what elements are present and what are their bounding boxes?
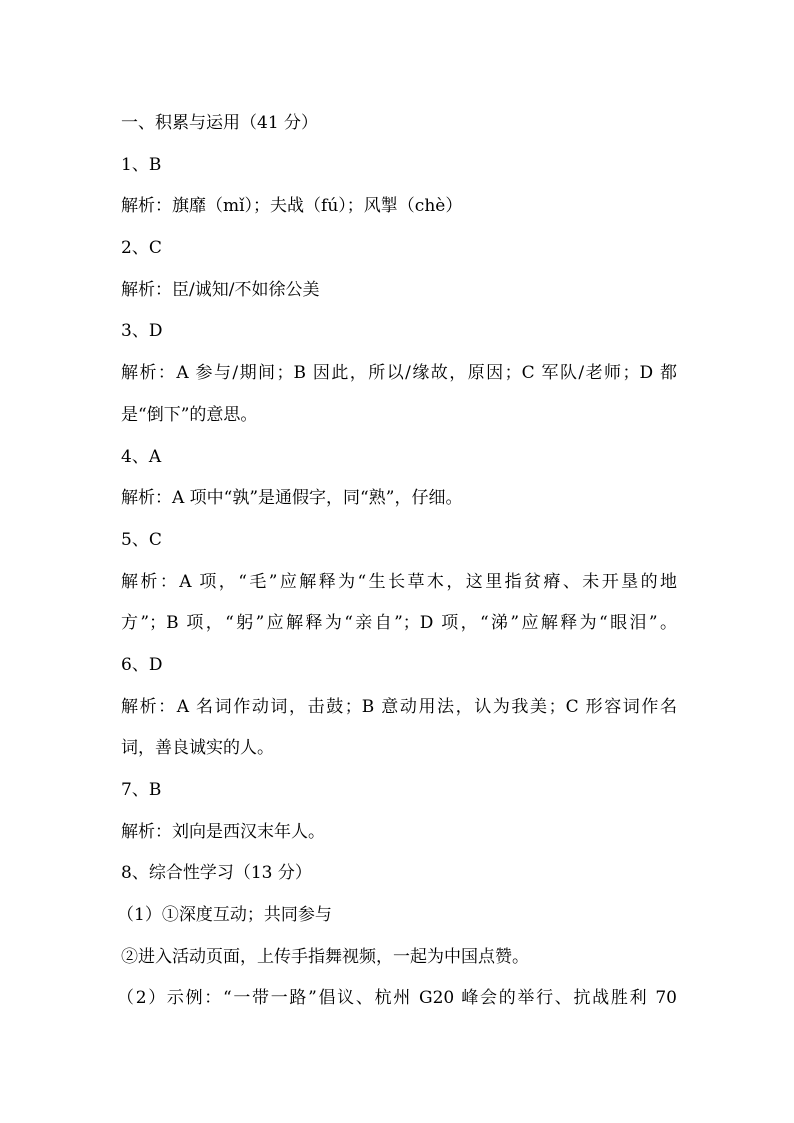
answer-3: 3、D <box>121 321 163 342</box>
answer-5: 5、C <box>121 529 162 550</box>
item-8-2: （2）示例：“一带一路”倡议、杭州 G20 峰会的举行、抗战胜利 70 <box>117 988 677 1009</box>
answer-4: 4、A <box>121 446 162 467</box>
explanation-3-line-1: 解析：A 参与/期间；B 因此，所以/缘故，原因；C 军队/老师；D 都 <box>121 363 677 384</box>
section-heading: 一、积累与运用（41 分） <box>121 113 319 133</box>
explanation-1: 解析：旗靡（mǐ）；夫战（fú）；风掣（chè） <box>121 196 463 217</box>
explanation-2: 解析：臣/诚知/不如徐公美 <box>121 279 320 300</box>
explanation-7: 解析：刘向是西汉末年人。 <box>121 821 325 842</box>
explanation-6-line-2: 词，善良诚实的人。 <box>121 738 274 759</box>
explanation-4: 解析：A 项中“孰”是通假字，同“熟”，仔细。 <box>121 488 463 509</box>
item-8-1-cont: ②进入活动页面，上传手指舞视频，一起为中国点赞。 <box>121 946 529 967</box>
answer-7: 7、B <box>121 780 162 800</box>
explanation-6-line-1: 解析：A 名词作动词，击鼓；B 意动用法，认为我美；C 形容词作名 <box>121 696 677 717</box>
explanation-3-line-2: 是“倒下”的意思。 <box>121 404 258 425</box>
answer-6: 6、D <box>121 654 163 675</box>
item-8-1: （1）①深度互动；共同参与 <box>117 905 332 926</box>
answer-2: 2、C <box>121 238 162 259</box>
explanation-5-line-2: 方”；B 项，“躬”应解释为“亲自”；D 项，“涕”应解释为“眼泪”。 <box>121 613 677 634</box>
section-heading-8: 8、综合性学习（13 分） <box>121 863 312 884</box>
answer-1: 1、B <box>121 154 162 175</box>
document-page <box>117 103 677 1020</box>
explanation-5-line-1: 解析：A 项，“毛”应解释为“生长草木，这里指贫瘠、未开垦的地 <box>121 571 677 592</box>
